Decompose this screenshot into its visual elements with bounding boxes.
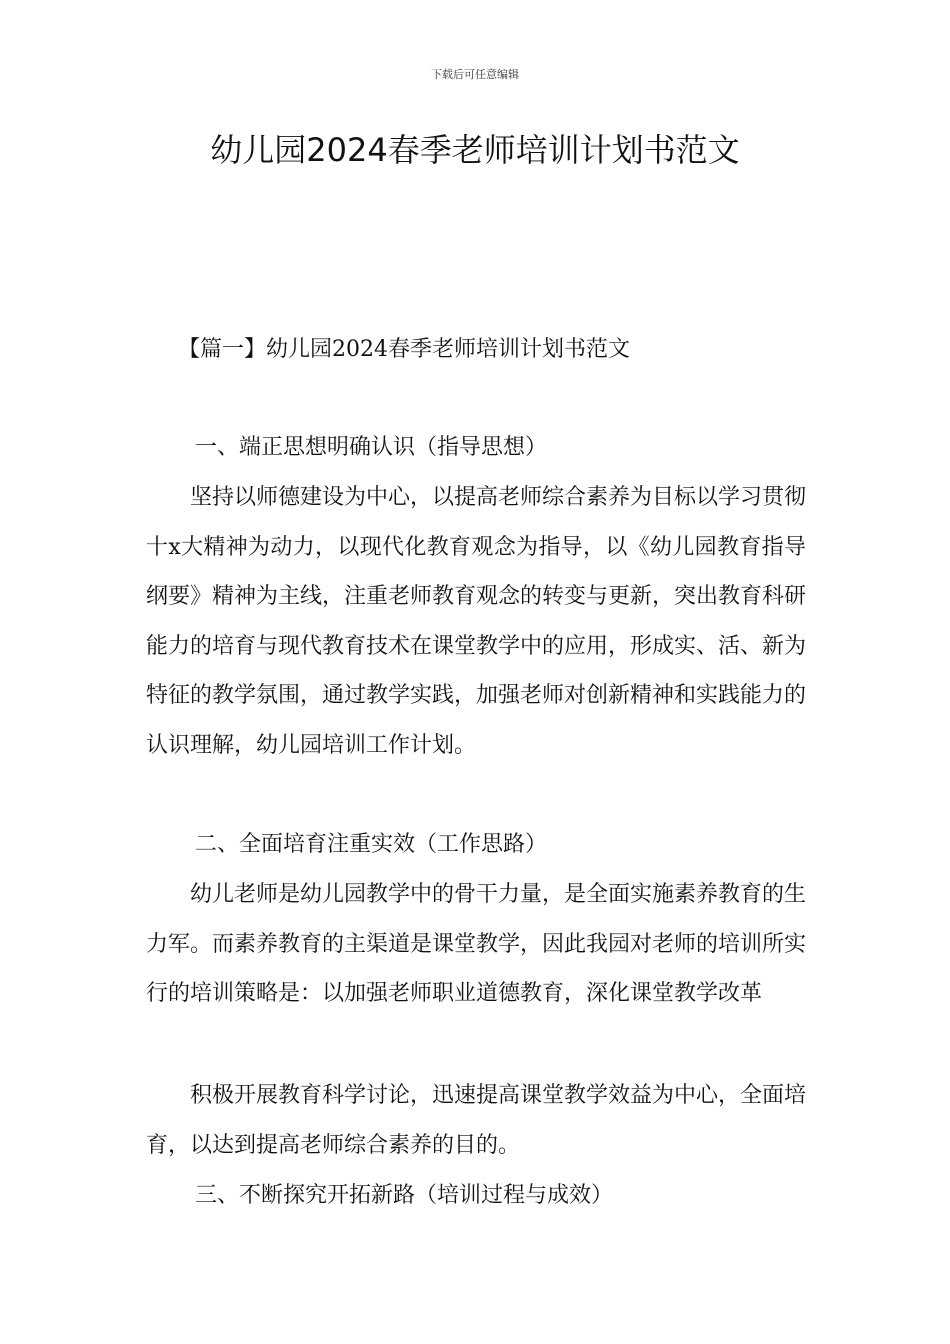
document-title: 幼儿园2024春季老师培训计划书范文 bbox=[210, 131, 740, 169]
paragraph-2: 幼儿老师是幼儿园教学中的骨干力量，是全面实施素养教育的生力军。而素养教育的主渠道是课堂教学，因此我园对老师的培训所实行的培训策略是：以加强老师职业道德教育，深化课堂教学改革 bbox=[146, 882, 807, 1006]
section-heading-3: 三、不断探究开拓新路（培训过程与成效） bbox=[195, 1183, 614, 1208]
section-heading-2: 二、全面培育注重实效（工作思路） bbox=[195, 832, 548, 857]
section-heading-1: 一、端正思想明确认识（指导思想） bbox=[195, 435, 548, 460]
section-subtitle: 【篇一】幼儿园2024春季老师培训计划书范文 bbox=[178, 337, 630, 362]
paragraph-1: 坚持以师德建设为中心，以提高老师综合素养为目标以学习贯彻十x大精神为动力，以现代化教育观念为指导，以《幼儿园教育指导纲要》精神为主线，注重老师教育观念的转变与更新，突出教育科研能力的培育与现代教育技术在课堂教学中的应用，形成实、活、新为特征的教学氛围，通过教学实践，加强老师对创新精神和实践能力的认识理解，幼儿园培训工作计划。 bbox=[146, 485, 807, 758]
header-note: 下载后可任意编辑 bbox=[431, 68, 519, 81]
paragraph-3: 积极开展教育科学讨论，迅速提高课堂教学效益为中心，全面培育，以达到提高老师综合素养的目的。 bbox=[146, 1083, 807, 1158]
